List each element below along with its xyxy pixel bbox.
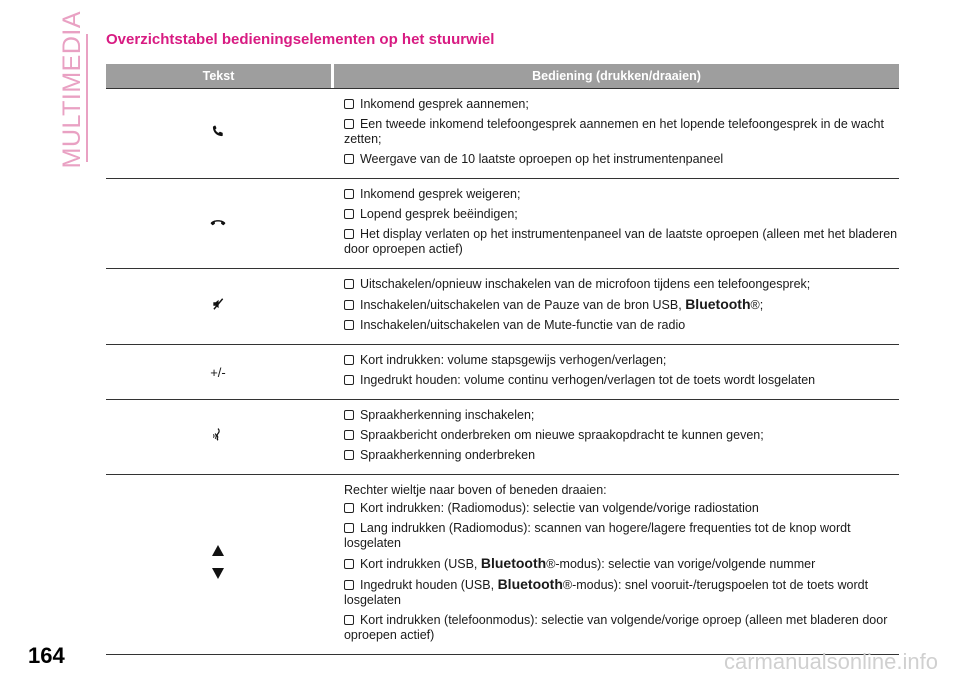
controls-table (106, 64, 899, 655)
checkbox-bullet-icon (344, 279, 354, 289)
checkbox-bullet-icon (344, 320, 354, 330)
list-item: Kort indrukken (telefoonmodus): selectie van volgende/vorige oproep (alleen met bladeren door oproepen actief) (343, 613, 888, 642)
mute-icon (211, 297, 225, 316)
table-body (106, 89, 899, 655)
checkbox-bullet-icon (344, 189, 354, 199)
list-item: Weergave van de 10 laatste oproepen op het instrumentenpaneel (344, 152, 899, 167)
checkbox-bullet-icon (344, 229, 354, 239)
checkbox-bullet-icon (344, 523, 354, 533)
list-item: Het display verlaten op het instrumentenpaneel van de laatste oproepen (alleen met het bladeren door oproepen actief) (343, 227, 898, 256)
checkbox-bullet-icon (344, 450, 354, 460)
control-cell (106, 89, 330, 178)
header-text: Tekst (106, 64, 331, 88)
table-row (106, 179, 899, 269)
bluetooth-brand: Bluetooth (685, 296, 751, 312)
checkbox-bullet-icon (344, 300, 354, 310)
bluetooth-brand: Bluetooth (497, 576, 563, 592)
table-row (106, 475, 899, 655)
checkbox-bullet-icon (344, 154, 354, 164)
section-divider (86, 34, 88, 162)
list-item: Kort indrukken: volume stapsgewijs verhogen/verlagen; (344, 353, 899, 368)
table-header (106, 64, 899, 89)
table-row (106, 345, 899, 400)
operation-cell (330, 345, 899, 399)
up-down-arrows-icon (211, 544, 225, 585)
operation-cell (330, 179, 899, 268)
checkbox-bullet-icon (344, 430, 354, 440)
list-item: Spraakbericht onderbreken om nieuwe spraakopdracht te kunnen geven; (344, 428, 899, 443)
section-label: MULTIMEDIA (57, 10, 86, 168)
table-row (106, 400, 899, 475)
control-cell (106, 475, 330, 654)
list-item: Uitschakelen/opnieuw inschakelen van de microfoon tijdens een telefoongesprek; (344, 277, 899, 292)
checkbox-bullet-icon (344, 580, 354, 590)
list-item: Inschakelen/uitschakelen van de Pauze van de bron USB, Bluetooth®; (344, 297, 899, 313)
page-title: Overzichtstabel bedieningselementen op het stuurwiel (106, 31, 495, 48)
operation-cell (330, 475, 899, 654)
control-cell (106, 179, 330, 268)
operation-cell (330, 400, 899, 474)
page-number: 164 (28, 643, 65, 668)
list-item: Spraakherkenning inschakelen; (344, 408, 899, 423)
header-operation: Bediening (drukken/draaien) (334, 64, 899, 88)
operation-cell (330, 269, 899, 344)
list-item: Ingedrukt houden (USB, Bluetooth®-modus): snel vooruit-/terugspoelen tot de toets wordt losgelaten (343, 576, 869, 607)
control-cell (106, 345, 330, 399)
phone-answer-icon (211, 124, 225, 143)
list-item: Lang indrukken (Radiomodus): scannen van hogere/lagere frequenties tot de knop wordt losgelaten (343, 521, 851, 550)
list-item: Inkomend gesprek weigeren; (344, 187, 899, 202)
checkbox-bullet-icon (344, 209, 354, 219)
checkbox-bullet-icon (344, 375, 354, 385)
list-item: Spraakherkenning onderbreken (344, 448, 899, 463)
list-item: Kort indrukken: (Radiomodus): selectie van volgende/vorige radiostation (344, 501, 899, 516)
checkbox-bullet-icon (344, 119, 354, 129)
list-item: Kort indrukken (USB, Bluetooth®-modus): selectie van vorige/volgende nummer (344, 556, 899, 572)
row-intro: Rechter wieltje naar boven of beneden draaien: (343, 483, 607, 497)
volume-control-label: +/- (210, 364, 226, 380)
control-cell (106, 269, 330, 344)
phone-hangup-icon (210, 215, 226, 233)
checkbox-bullet-icon (344, 615, 354, 625)
list-item: Inschakelen/uitschakelen van de Mute-functie van de radio (344, 318, 899, 333)
checkbox-bullet-icon (344, 355, 354, 365)
checkbox-bullet-icon (344, 99, 354, 109)
bluetooth-brand: Bluetooth (480, 555, 547, 571)
watermark: carmanualsonline.info (723, 649, 938, 674)
checkbox-bullet-icon (344, 410, 354, 420)
list-item: Inkomend gesprek aannemen; (344, 97, 899, 112)
voice-recognition-icon (211, 427, 225, 448)
table-row (106, 89, 899, 179)
control-cell (106, 400, 330, 474)
checkbox-bullet-icon (344, 503, 354, 513)
operation-cell (330, 89, 899, 178)
list-item: Lopend gesprek beëindigen; (344, 207, 899, 222)
checkbox-bullet-icon (344, 559, 354, 569)
table-row (106, 269, 899, 345)
list-item: Ingedrukt houden: volume continu verhogen/verlagen tot de toets wordt losgelaten (344, 373, 899, 388)
list-item: Een tweede inkomend telefoongesprek aannemen en het lopende telefoongesprek in de wacht zetten; (343, 117, 884, 146)
